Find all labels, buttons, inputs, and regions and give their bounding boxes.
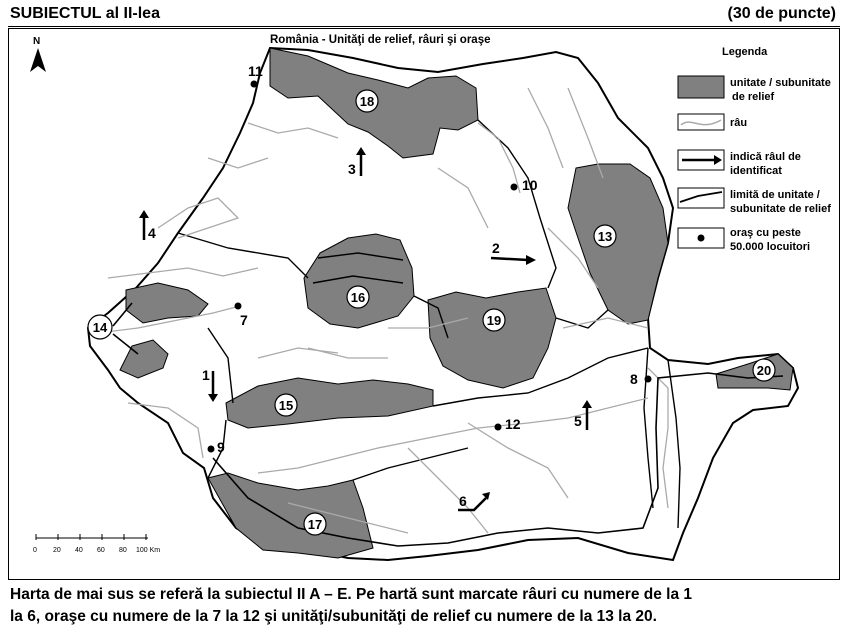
city-dot-10 [511, 184, 518, 191]
label-river-5: 5 [574, 413, 582, 429]
label-river-1: 1 [202, 367, 210, 383]
label-unit-19: 19 [486, 313, 502, 328]
label-city-12: 12 [505, 416, 521, 432]
north-arrow-icon [30, 36, 46, 72]
legend [678, 46, 831, 253]
label-river-6: 6 [459, 493, 467, 509]
scale-tick: 100 Km [136, 547, 161, 554]
city-dot-12 [495, 424, 502, 431]
city-dot-icon [698, 235, 705, 242]
city-dot-8 [645, 376, 652, 383]
header-rule [8, 26, 840, 27]
label-city-8: 8 [630, 371, 638, 387]
city-dot-7 [235, 303, 242, 310]
legend-limit-swatch [678, 188, 724, 208]
romania-map [8, 28, 840, 580]
points-label: (30 de puncte) [727, 5, 836, 22]
subject-title: SUBIECTUL al II-lea [10, 5, 160, 22]
north-label: N [33, 36, 41, 47]
label-unit-16: 16 [350, 290, 366, 305]
legend-city-2: 50.000 locuitori [730, 241, 811, 253]
map-title: România - Unităţi de relief, râuri şi oraşe [270, 34, 491, 46]
label-unit-20: 20 [756, 363, 772, 378]
label-city-7: 7 [240, 312, 248, 328]
legend-city-1: oraş cu peste [730, 227, 801, 239]
scale-tick: 0 [33, 547, 37, 554]
legend-title: Legenda [722, 46, 768, 58]
scale-tick: 60 [97, 547, 105, 554]
label-city-11: 11 [248, 63, 263, 79]
city-dot-11 [251, 81, 258, 88]
legend-limit-1: limită de unitate / [730, 189, 820, 201]
legend-unit-2: de relief [732, 91, 775, 103]
scale-tick: 80 [119, 547, 127, 554]
scale-tick: 20 [53, 547, 61, 554]
label-river-4: 4 [148, 225, 156, 241]
scale-bar [33, 534, 160, 554]
legend-river: râu [730, 117, 748, 129]
label-unit-17: 17 [307, 517, 323, 532]
label-unit-13: 13 [597, 229, 613, 244]
city-dot-9 [208, 446, 215, 453]
label-river-3: 3 [348, 161, 356, 177]
legend-unit-1: unitate / subunitate [730, 77, 831, 89]
label-unit-15: 15 [278, 398, 294, 413]
label-unit-14: 14 [92, 320, 108, 335]
legend-arrow-1: indică râul de [730, 151, 801, 163]
label-city-10: 10 [522, 177, 538, 193]
caption-line-2: la 6, oraşe cu numere de la 7 la 12 şi unităţi/subunităţi de relief cu numere de la 13 la 20. [10, 608, 657, 625]
caption-line-1: Harta de mai sus se referă la subiectul II A – E. Pe hartă sunt marcate râuri cu numere de la 1 [10, 586, 692, 603]
label-city-9: 9 [217, 439, 225, 455]
label-unit-18: 18 [359, 94, 375, 109]
caption [10, 584, 842, 628]
label-river-2: 2 [492, 240, 500, 256]
legend-relief-swatch [678, 76, 724, 98]
legend-limit-2: subunitate de relief [730, 203, 831, 215]
scale-tick: 40 [75, 547, 83, 554]
legend-arrow-2: identificat [730, 165, 782, 177]
